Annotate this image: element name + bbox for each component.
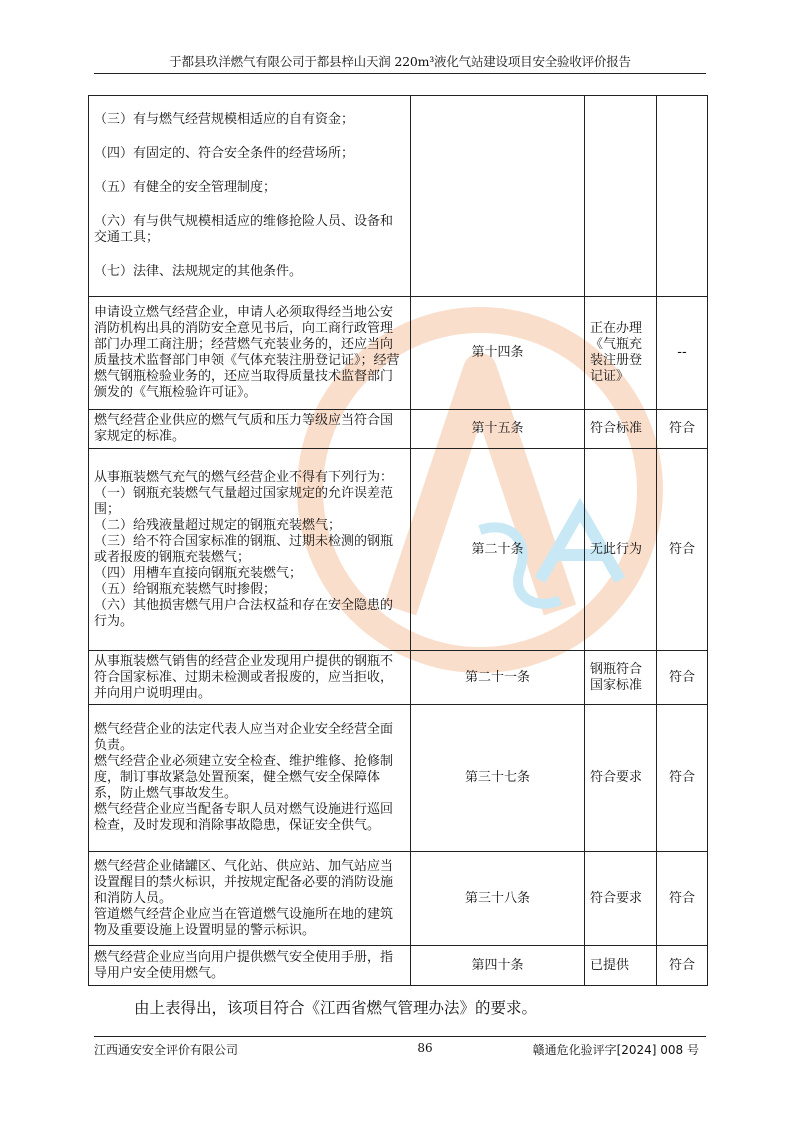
article-cell: 第二十一条	[411, 651, 585, 705]
result-cell: 符合	[657, 410, 708, 449]
requirement-item: （七）法律、法规规定的其他条件。	[94, 264, 303, 279]
status-cell	[585, 96, 657, 297]
requirement-line: 燃气经营企业的法定代表人应当对企业安全经营全面负责。	[94, 722, 394, 753]
requirement-line: 燃气经营企业应当配备专职人员对燃气设施进行巡回检查，及时发现和消除事故隐患，保证安全供气。	[94, 802, 394, 833]
result-cell	[657, 96, 708, 297]
table-row	[89, 297, 708, 410]
requirement-line: （一）钢瓶充装燃气气量超过国家规定的允许误差范围；	[94, 485, 394, 517]
status-cell: 已提供	[585, 946, 657, 986]
status-cell: 正在办理《气瓶充装注册登记证》	[585, 297, 657, 410]
result-cell: 符合	[657, 852, 708, 946]
requirement-item: （三）有与燃气经营规模相适应的自有资金；	[94, 112, 355, 127]
requirement-cell	[89, 852, 411, 946]
requirement-line: （四）用槽车直接向钢瓶充装燃气；	[94, 565, 303, 581]
result-cell: --	[657, 297, 708, 410]
result-cell: 符合	[657, 705, 708, 852]
requirement-line: 燃气经营企业必须建立安全检查、维护维修、抢修制度，制订事故紧急处置预案，健全燃气安全保障体系，防止燃气事故发生。	[94, 754, 394, 801]
footer-company: 江西通安安全评价有限公司	[94, 1043, 239, 1057]
article-cell: 第四十条	[411, 946, 585, 986]
requirement-line: 燃气经营企业储罐区、气化站、供应站、加气站应当设置醒目的禁火标识，并按规定配备必要的消防设施和消防人员。	[94, 858, 394, 906]
article-cell: 第三十七条	[411, 705, 585, 852]
footer-page-number: 86	[417, 1041, 433, 1055]
page-header-title: 于都县玖洋燃气有限公司于都县梓山天润 220m³液化气站建设项目安全验收评价报告	[169, 54, 631, 69]
requirement-cell: 燃气经营企业应当向用户提供燃气安全使用手册，指导用户安全使用燃气。	[89, 946, 411, 986]
requirement-line: （二）给残液量超过规定的钢瓶充装燃气；	[94, 517, 342, 533]
result-cell: 符合	[657, 651, 708, 705]
requirement-cell	[89, 705, 411, 852]
table-row	[89, 449, 708, 651]
table-row	[89, 410, 708, 449]
result-cell: 符合	[657, 449, 708, 651]
regulation-compliance-table	[88, 95, 708, 986]
table-row	[89, 946, 708, 986]
article-cell	[411, 96, 585, 297]
result-cell: 符合	[657, 946, 708, 986]
requirement-cell: 从事瓶装燃气销售的经营企业发现用户提供的钢瓶不符合国家标准、过期未检测或者报废的，应当拒收，并向用户说明理由。	[89, 651, 411, 705]
status-cell: 符合要求	[585, 705, 657, 852]
table-row	[89, 705, 708, 852]
requirement-line: （六）其他损害燃气用户合法权益和存在安全隐患的行为。	[94, 597, 394, 629]
article-cell: 第十四条	[411, 297, 585, 410]
header-divider	[94, 73, 706, 74]
requirement-item: （五）有健全的安全管理制度；	[94, 180, 277, 195]
article-cell: 第三十八条	[411, 852, 585, 946]
requirement-item: （四）有固定的、符合安全条件的经营场所；	[94, 146, 355, 161]
footer-divider	[94, 1036, 706, 1037]
requirement-cell: 申请设立燃气经营企业，申请人必须取得经当地公安消防机构出具的消防安全意见书后，向工商行政管理部门办理工商注册；经营燃气充装业务的，还应当向质量技术监督部门申领《气体充装注册登记证》；经营燃气钢瓶检验业务的，还应当取得质量技术监督部门颁发的《气瓶检验许可证》。	[89, 297, 411, 410]
status-cell: 无此行为	[585, 449, 657, 651]
requirement-line: （三）给不符合国家标准的钢瓶、过期未检测的钢瓶或者报废的钢瓶充装燃气；	[94, 533, 394, 565]
table-row	[89, 96, 708, 297]
status-cell: 钢瓶符合国家标准	[585, 651, 657, 705]
article-cell: 第十五条	[411, 410, 585, 449]
requirement-line: 管道燃气经营企业应当在管道燃气设施所在地的建筑物及重要设施上设置明显的警示标识。	[94, 906, 394, 938]
status-cell: 符合标准	[585, 410, 657, 449]
requirement-cell	[89, 449, 411, 651]
table-row	[89, 651, 708, 705]
conclusion-text: 由上表得出，该项目符合《江西省燃气管理办法》的要求。	[134, 999, 538, 1017]
requirement-cell: 燃气经营企业供应的燃气气质和压力等级应当符合国家规定的标准。	[89, 410, 411, 449]
requirement-line: （五）给钢瓶充装燃气时掺假；	[94, 581, 277, 597]
requirement-item: （六）有与供气规模相适应的维修抢险人员、设备和交通工具；	[94, 214, 394, 245]
requirement-line: 从事瓶装燃气充气的燃气经营企业不得有下列行为：	[94, 469, 394, 485]
status-cell: 符合要求	[585, 852, 657, 946]
requirement-cell	[89, 96, 411, 297]
article-cell: 第二十条	[411, 449, 585, 651]
table-row	[89, 852, 708, 946]
footer-report-number: 赣通危化验评字[2024] 008 号	[532, 1043, 699, 1057]
